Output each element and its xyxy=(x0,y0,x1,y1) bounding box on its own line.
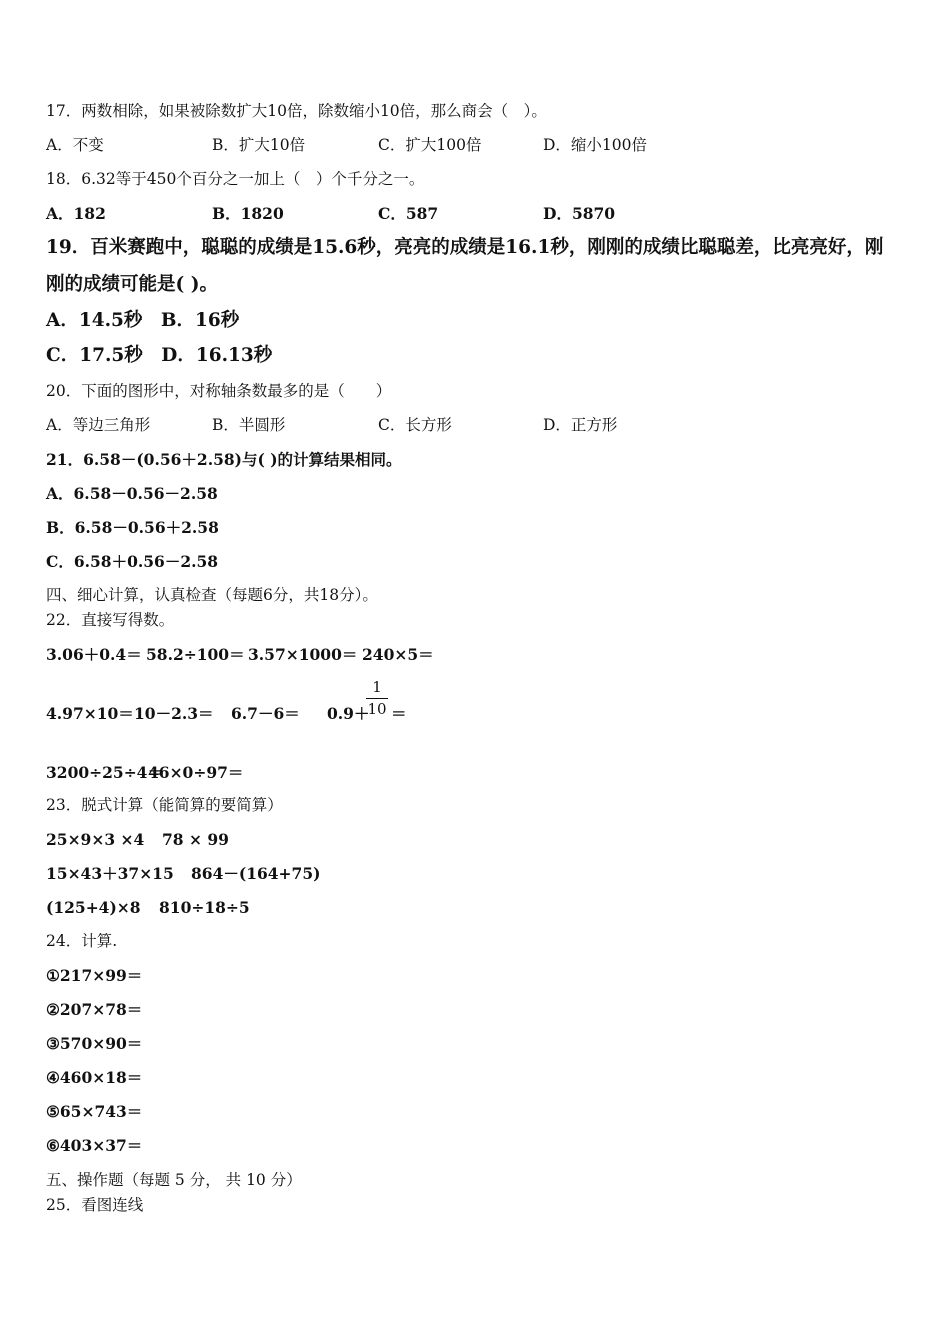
q18-option-a: A．182 xyxy=(46,204,106,223)
q22-expr-8-equals: ＝ xyxy=(391,704,407,723)
q24-item-6: ⑥403×37＝ xyxy=(46,1136,143,1155)
q22-expr-4: 240×5＝ xyxy=(362,645,434,664)
q23-expr-1: 25×9×3 ×4 xyxy=(46,830,145,849)
q20-text: 20．下面的图形中，对称轴条数最多的是（ ） xyxy=(46,382,392,400)
q17-text: 17．两数相除，如果被除数扩大10倍，除数缩小10倍，那么商会（ ）。 xyxy=(46,102,547,120)
fraction-denominator: 10 xyxy=(367,700,387,718)
q21-text: 21．6.58－(0.56＋2.58)与( )的计算结果相同。 xyxy=(46,450,402,469)
q24-item-4: ④460×18＝ xyxy=(46,1068,143,1087)
q25-title: 25．看图连线 xyxy=(46,1196,144,1214)
q20-option-a: A．等边三角形 xyxy=(46,416,151,434)
q22-title: 22．直接写得数。 xyxy=(46,611,175,629)
q22-expr-1: 3.06＋0.4＝ xyxy=(46,645,142,664)
q22-expr-6: 10－2.3＝ xyxy=(134,704,214,723)
q21-option-c: C．6.58＋0.56－2.58 xyxy=(46,552,219,571)
q19-options-row2: C．17.5秒 D．16.13秒 xyxy=(46,345,273,366)
q19-options-row1: A．14.5秒 B．16秒 xyxy=(46,310,240,331)
q22-expr-7: 6.7－6＝ xyxy=(231,704,300,723)
q22-expr-5: 4.97×10＝ xyxy=(46,704,134,723)
q22-expr-3: 3.57×1000＝ xyxy=(248,645,358,664)
q20-option-c: C．长方形 xyxy=(378,416,452,434)
q17-option-d: D．缩小100倍 xyxy=(543,136,648,154)
fraction-numerator: 1 xyxy=(372,678,382,696)
q22-expr-8: 0.9＋ xyxy=(327,704,370,723)
q23-expr-6: 810÷18÷5 xyxy=(159,898,250,917)
q17-option-b: B．扩大10倍 xyxy=(212,136,306,154)
section5-heading: 五、操作题（每题 5 分， 共 10 分） xyxy=(46,1171,302,1189)
q24-item-2: ②207×78＝ xyxy=(46,1000,143,1019)
q19-text-line2: 刚的成绩可能是( )。 xyxy=(46,274,218,295)
q23-expr-5: (125+4)×8 xyxy=(46,898,141,917)
q23-expr-4: 864－(164+75) xyxy=(191,864,321,883)
q22-expr-2: 58.2÷100＝ xyxy=(146,645,245,664)
q23-title: 23．脱式计算（能简算的要简算） xyxy=(46,796,283,814)
section4-heading: 四、细心计算，认真检查（每题6分，共18分）。 xyxy=(46,586,378,604)
q17-option-c: C．扩大100倍 xyxy=(378,136,482,154)
q23-expr-3: 15×43＋37×15 xyxy=(46,864,174,883)
q18-option-c: C．587 xyxy=(378,204,439,223)
q24-item-5: ⑤65×743＝ xyxy=(46,1102,143,1121)
q17-option-a: A．不变 xyxy=(46,136,104,154)
q24-title: 24．计算. xyxy=(46,932,118,950)
q24-item-1: ①217×99＝ xyxy=(46,966,143,985)
q18-option-d: D．5870 xyxy=(543,204,616,223)
q24-item-3: ③570×90＝ xyxy=(46,1034,143,1053)
q19-text-line1: 19．百米赛跑中，聪聪的成绩是15.6秒，亮亮的成绩是16.1秒，刚刚的成绩比聪聪差，比亮亮好，刚 xyxy=(46,237,884,258)
q20-option-d: D．正方形 xyxy=(543,416,618,434)
fraction-one-tenth xyxy=(366,680,388,717)
q21-option-a: A．6.58－0.56－2.58 xyxy=(46,484,218,503)
q18-text: 18．6.32等于450个百分之一加上（ ）个千分之一。 xyxy=(46,170,425,188)
q23-expr-2: 78 × 99 xyxy=(162,830,229,849)
q21-option-b: B．6.58－0.56＋2.58 xyxy=(46,518,219,537)
q22-expr-10: 46×0÷97＝ xyxy=(148,763,244,782)
q18-option-b: B．1820 xyxy=(212,204,284,223)
q20-option-b: B．半圆形 xyxy=(212,416,286,434)
q22-expr-9: 3200÷25÷4＝ xyxy=(46,763,163,782)
